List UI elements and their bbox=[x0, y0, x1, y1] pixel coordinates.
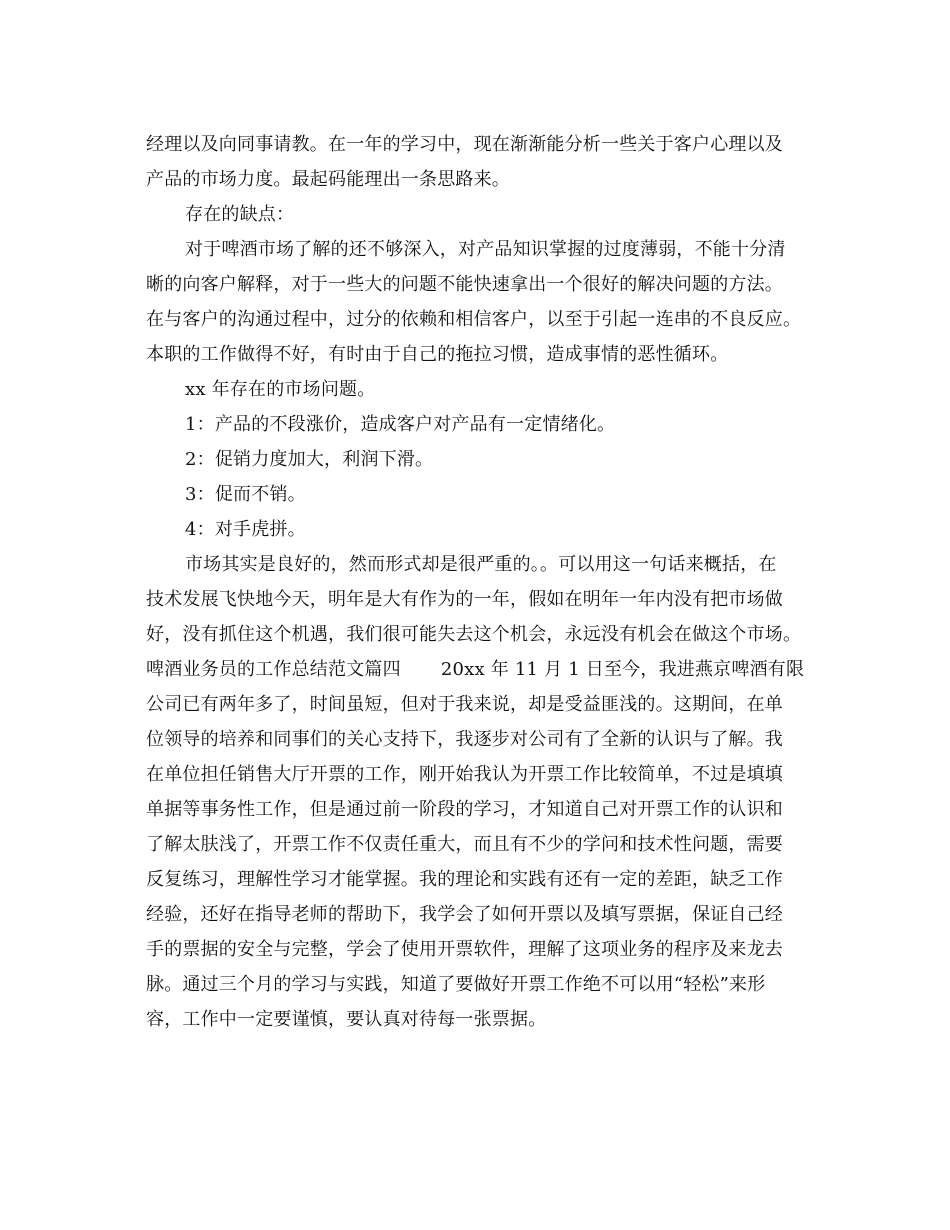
text-line: 单据等事务性工作，但是通过前一阶段的学习，才知道自己对开票工作的认识和 bbox=[146, 799, 783, 820]
text-line: 本职的工作做得不好，有时由于自己的拖拉习惯，造成事情的恶性循环。 bbox=[146, 344, 729, 365]
article-title-line bbox=[146, 653, 804, 687]
text-line: 容，工作中一定要谨慎，要认真对待每一张票据。 bbox=[146, 1009, 547, 1030]
text-line: 对于啤酒市场了解的还不够深入，对产品知识掌握的过度薄弱，不能十分清 bbox=[185, 239, 786, 260]
section-heading: xx 年存在的市场问题。 bbox=[185, 379, 376, 400]
article-title: 啤酒业务员的工作总结范文篇四 bbox=[146, 659, 401, 680]
text-line: 技术发展飞快地今天，明年是大有作为的一年，假如在明年一年内没有把市场做 bbox=[146, 589, 783, 610]
list-item: 4：对手虎拼。 bbox=[185, 519, 306, 540]
text-line: 公司已有两年多了，时间虽短，但对于我来说，却是受益匪浅的。这期间，在单 bbox=[146, 694, 783, 715]
text-line: 产品的市场力度。最起码能理出一条思路来。 bbox=[146, 169, 510, 190]
list-item: 3：促而不销。 bbox=[185, 484, 306, 505]
text-line: 脉。通过三个月的学习与实践，知道了要做好开票工作绝不可以用“轻松”来形 bbox=[146, 974, 766, 995]
text-line: 20xx 年 11 月 1 日至今，我进燕京啤酒有限 bbox=[440, 659, 805, 680]
text-line: 晰的向客户解释，对于一些大的问题不能快速拿出一个很好的解决问题的方法。 bbox=[146, 274, 783, 295]
list-item: 2：促销力度加大，利润下滑。 bbox=[185, 449, 434, 470]
text-line: 经验，还好在指导老师的帮助下，我学会了如何开票以及填写票据，保证自己经 bbox=[146, 904, 783, 925]
text-line: 市场其实是良好的，然而形式却是很严重的。。可以用这一句话来概括，在 bbox=[185, 554, 777, 575]
text-line: 了解太肤浅了，开票工作不仅责任重大，而且有不少的学问和技术性问题，需要 bbox=[146, 834, 783, 855]
text-line: 位领导的培养和同事们的关心支持下，我逐步对公司有了全新的认识与了解。我 bbox=[146, 729, 783, 750]
text-line: 经理以及向同事请教。在一年的学习中，现在渐渐能分析一些关于客户心理以及 bbox=[146, 134, 783, 155]
text-line: 在与客户的沟通过程中，过分的依赖和相信客户，以至于引起一连串的不良反应。 bbox=[146, 309, 802, 330]
text-line: 好，没有抓住这个机遇，我们很可能失去这个机会，永远没有机会在做这个市场。 bbox=[146, 624, 802, 645]
text-line: 手的票据的安全与完整，学会了使用开票软件，理解了这项业务的程序及来龙去 bbox=[146, 939, 783, 960]
text-line: 反复练习，理解性学习才能掌握。我的理论和实践有还有一定的差距，缺乏工作 bbox=[146, 869, 783, 890]
list-item: 1：产品的不段涨价，造成客户对产品有一定情绪化。 bbox=[185, 414, 616, 435]
section-heading: 存在的缺点： bbox=[185, 204, 295, 225]
text-line: 在单位担任销售大厅开票的工作，刚开始我认为开票工作比较简单，不过是填填 bbox=[146, 764, 783, 785]
